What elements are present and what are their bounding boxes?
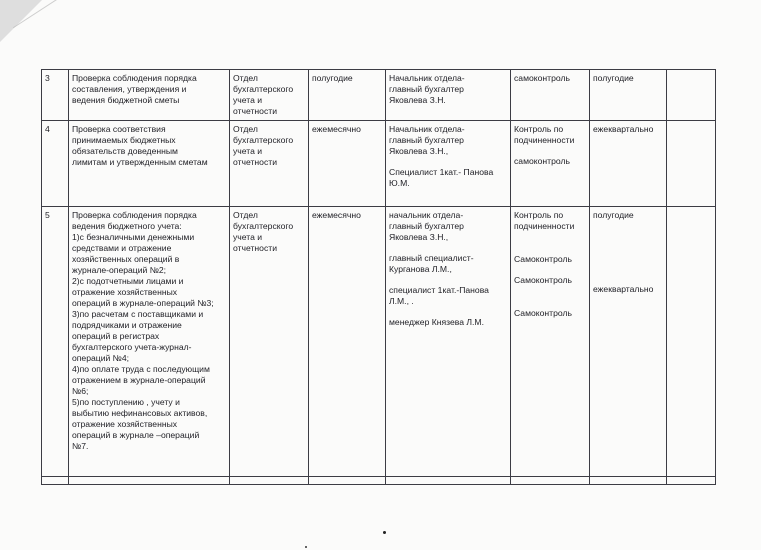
control-frequency: полугодие ежеквартально [590,207,667,477]
table-row [42,207,716,477]
control-type: самоконтроль [511,70,590,121]
scan-speck [305,546,307,548]
row-number: 4 [42,121,69,207]
control-plan-table [41,69,716,485]
responsible-persons: Начальник отдела- главный бухгалтер Яковлева З.Н. [386,70,511,121]
responsible-persons: Начальник отдела- главный бухгалтер Яковлева З.Н., Специалист 1кат.- Панова Ю.М. [386,121,511,207]
control-frequency: полугодие [590,70,667,121]
empty-cell [511,477,590,485]
control-subject: Проверка соответствия принимаемых бюджетных обязательств доведенным лимитам и утвержденным сметам [69,121,230,207]
empty-cell [386,477,511,485]
control-period: ежемесячно [309,121,386,207]
row-number: 5 [42,207,69,477]
table-row [42,70,716,121]
control-frequency: ежеквартально [590,121,667,207]
empty-cell [69,477,230,485]
empty-cell [42,477,69,485]
empty-cell [590,477,667,485]
empty-cell [667,207,716,477]
row-number: 3 [42,70,69,121]
control-type: Контроль по подчиненности Самоконтроль Самоконтроль Самоконтроль [511,207,590,477]
scan-speck [383,531,386,534]
control-subject: Проверка соблюдения порядка ведения бюджетного учета: 1)с безналичными денежными средствами и отражение хозяйственных операций в журнале-операций №2; 2)с подотчетными лицами и отражение хозяйственных операций в журнале-операций №3; 3)по расчетам с поставщиками и подрядчиками и отражение операций в регистрах бухгалтерского учета-журнал- операций №4; 4)по оплате труда с последующим отражением в журнале-операций №6; 5)по поступлению , учету и выбытию нефинансовых активов, отражение хозяйственных операций в журнале –операций №7. [69,207,230,477]
control-type: Контроль по подчиненности самоконтроль [511,121,590,207]
responsible-persons: начальник отдела- главный бухгалтер Яковлева З.Н., главный специалист- Курганова Л.М., специалист 1кат.-Панова Л.М., . менеджер Князева Л.М. [386,207,511,477]
department: Отдел бухгалтерского учета и отчетности [230,207,309,477]
control-period: полугодие [309,70,386,121]
empty-cell [667,70,716,121]
department: Отдел бухгалтерского учета и отчетности [230,70,309,121]
control-subject: Проверка соблюдения порядка составления, утверждения и ведения бюджетной сметы [69,70,230,121]
empty-cell [667,121,716,207]
table-row [42,477,716,485]
empty-cell [667,477,716,485]
department: Отдел бухгалтерского учета и отчетности [230,121,309,207]
empty-cell [309,477,386,485]
control-period: ежемесячно [309,207,386,477]
empty-cell [230,477,309,485]
table-row [42,121,716,207]
